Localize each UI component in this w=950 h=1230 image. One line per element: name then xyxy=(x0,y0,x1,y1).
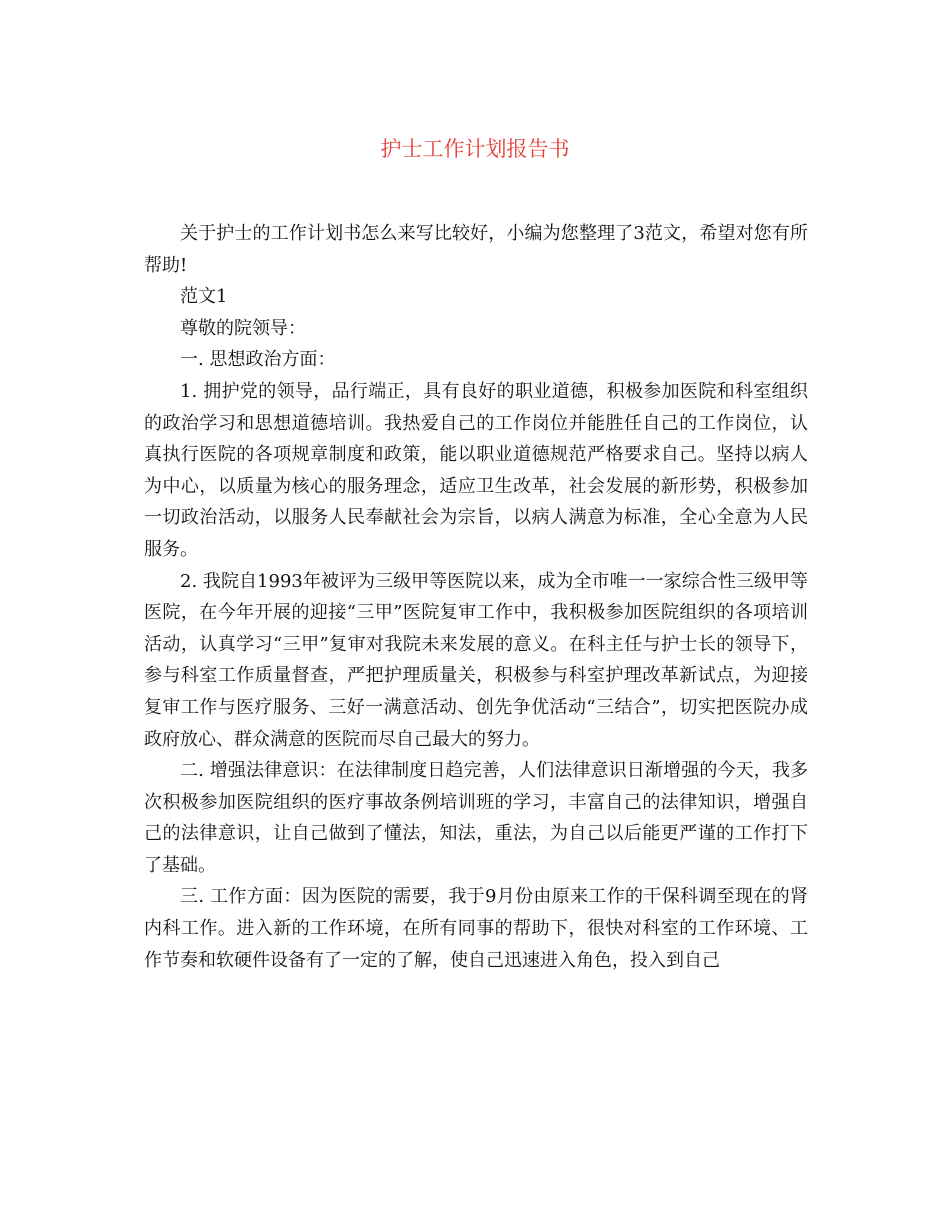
document-title: 护士工作计划报告书 xyxy=(380,137,570,161)
paragraph-intro: 关于护士的工作计划书怎么来写比较好，小编为您整理了3范文，希望对您有所帮助! xyxy=(144,223,808,276)
paragraph-section-1-heading: 一. 思想政治方面： xyxy=(180,349,336,371)
paragraph-item-1: 1. 拥护党的领导，品行端正，具有良好的职业道德，积极参加医院和科室组织的政治学习和思想道德培训。我热爱自己的工作岗位并能胜任自己的工作岗位，认真执行医院的各项规章制度和政策，能以职业道德规范严格要求自己。坚持以病人为中心，以质量为核心的服务理念，适应卫生改革，社会发展的新形势，积极参加一切政治活动，以服务人民奉献社会为宗旨，以病人满意为标准，全心全意为人民服务。 xyxy=(144,380,808,560)
document-body xyxy=(144,218,808,976)
paragraph-salutation: 尊敬的院领导： xyxy=(180,317,306,339)
paragraph-section-3: 三. 工作方面：因为医院的需要，我于9月份由原来工作的干保科调至现在的肾内科工作。进入新的工作环境，在所有同事的帮助下，很快对科室的工作环境、工作节奏和软硬件设备有了一定的了解，使自己迅速进入角色，投入到自己 xyxy=(144,886,808,971)
paragraph-section-2: 二. 增强法律意识：在法律制度日趋完善，人们法律意识日渐增强的今天，我多次积极参加医院组织的医疗事故条例培训班的学习，丰富自己的法律知识，增强自己的法律意识，让自己做到了懂法，知法，重法，为自己以后能更严谨的工作打下了基础。 xyxy=(144,760,808,876)
paragraph-sample-heading: 范文1 xyxy=(180,286,228,308)
paragraph-item-2: 2. 我院自1993年被评为三级甲等医院以来，成为全市唯一一家综合性三级甲等医院，在今年开展的迎接“三甲”医院复审工作中，我积极参加医院组织的各项培训活动，认真学习“三甲”复审对我院未来发展的意义。在科主任与护士长的领导下，参与科室工作质量督查，严把护理质量关，积极参与科室护理改革新试点，为迎接复审工作与医疗服务、三好一满意活动、创先争优活动“三结合”，切实把医院办成政府放心、群众满意的医院而尽自己最大的努力。 xyxy=(144,570,808,750)
